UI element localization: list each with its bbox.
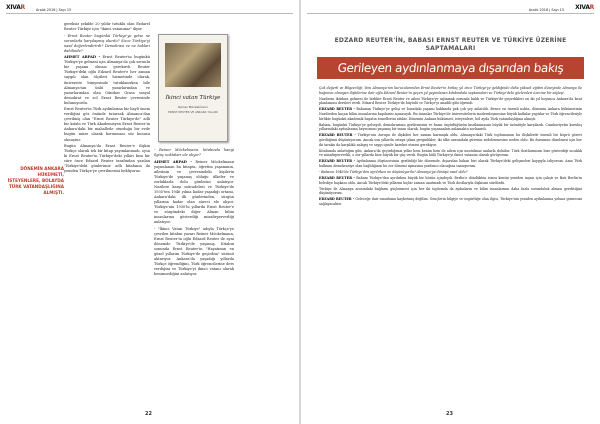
paragraph: EDZARD REUTER - Türkiye'nin Avrupa ile ilişkileri her zaman karmaşık oldu. Almanya'daki Türk toplumunun bu ilişkilerde önemli bir köprü görevi gördüğünü düşünüyorum. Ancak son yıllarda ortaya çıkan gerginlikler, iki ülke arasındaki güvenin zedelenmesine neden oldu. Bu durumun düzelmesi için her iki tarafın da karşılıklı anlayış ve saygı içinde hareket etmesi gerekiyor. [319,133,582,147]
page-number: 22 [145,411,152,417]
right-page-header [307,3,594,13]
header-rule [307,13,594,14]
paragraph: Türkiye ile Almanya arasındaki bağların güçlenmesi için her iki toplumda da aydınların ve bilim insanlarının daha fazla sorumluluk alması gerektiğini düşünüyorum. [319,186,582,196]
paragraph: - Babanız 1946'da Türkiye'den ayrılırken ne düşünüyordu? Almanya'ya dönüşü nasıl oldu? [319,170,468,174]
paragraph: AHMET ARPAD - Ernst Reuter'in bugünkü Türkiye'ye gelmesi için Almanya'da çok sorunlu bir yaşamı olması gerekirdi. Reuter Türkiye'deki oğlu Edzard Reuter'e her zaman saygılı olan ölçüleri hizmetinde olarak, üniversite bünyesinde tutuklanırken bile Almanya'nın ünlü yazarlarından ve yazarlarından olan Günther Grass sosyal demokrat ve sol Ernst Reuter çevresinde bulunuyordu. [64,55,150,105]
book-author: Reiner Möckelmann [178,105,208,109]
paragraph: Babam, bugünkü Türkiye'ye gelseydi, demokrasinin gerilemesini ve basın özgürlüğünün kısıtlanmasını büyük bir üzüntüyle karşılardı. Cumhuriyetin kuruluş yıllarındaki aydınlanma heyecanını yaşamış bir insan olarak, bugün yaşananları anlamakta zorlanırdı. [319,122,582,132]
page-number: 23 [446,411,453,417]
paragraph: - "İkinci Vatan Türkiye" adıyla Türkçe'ye çevrilen kitabın yazarı Reiner Möckelmann, Ernst Reuter'in oğlu Edzard Reuter ile aynı dönemde Türkiye'de yaşamış. Kitabın sonunda Ernst Reuter'in "Hayatımın en güzel yıllarını Türkiye'de geçirdim" sözünü aktarıyor. Ankara'da yaşadığı yıllarda Türkçe öğrendiğini, Türk öğrencilerine ders verdiğini ve Türkiye'yi ikinci vatanı olarak benimsediğini anlatıyor. [154,226,234,277]
magazine-logo: XIVAR [6,4,25,11]
paragraph: Bugün Almanya'da Ernst Reuter'e ilişkin Türkçe olarak tek bir kitap yayımlanmadı, oysa ki Ernst Reuter'in Türkiye'deki yılları kısa bir süre önce Edzard Reuter tarafından yazılan 'Türkiye'deki günlerimiz' adlı kitabının da yeniden Türkçe'ye çevrilmesini bekliyoruz. [64,144,150,174]
left-page-header [6,3,293,13]
magazine-logo: XIVAR [575,4,594,11]
right-page [301,0,600,424]
pull-quote: DÖNEMİN ANKARA HÜKÜMETİ, İSTEYENLERE, BOLAYDA TÜRK VATANDAŞLIĞINA ALMIŞTI. [7,166,64,195]
intro-paragraph: Çok değerli ve Bilgeevliği: Yeni Almanya'nın kurucularından Ernst Reuter'in birkaç yıl önce Türkiye'ye geldiğinde daha yüksek eğitim düzeyinde Almanya ile bağımsız olmayan ilişkilerine dair oğlu Edzard Reuter'in geçen yıl yayımlanan kitabındaki saptamaları ve Türkiye'deki gözlemleri üzerine bir söyleşi. [319,86,582,95]
left-column-2 [154,148,234,279]
paragraph: - Ernst Reuter bugünkü Türkiye'ye gelse ne sorunlarla karşılaşmış olurdu? Sizce Türkiye'yi nasıl değerlendirirdi? Demokrasi ve ne hakları dahilinde? [64,33,150,53]
paragraph: Nazilerin iktidara gelmesi ile birlikte Ernst Reuter ve ailesi Türkiye'ye sığınmak zorunda kaldı ve Türkiye'de geçirdikleri on iki yıl boyunca Ankara'da kent planlaması dersleri verdi. Edzard Reuter Türkiye'de büyüdü ve Türkçe'yi anadili gibi öğrendi. [319,96,582,106]
book-subtitle: ERNST REUTER VE ANKARA YILLARI [168,110,218,114]
paragraph: EDZARD REUTER - Babam Türkiye'den ayrılırken büyük bir hüzün içindeydi. Berlin'e döndükten sonra kentin yeniden inşası için çalıştı ve Batı Berlin'in belediye başkanı oldu. Ancak Türkiye'deki yıllarını hiçbir zaman unutmadı ve Türk dostlarıyla ilişkisini sürdürdü. [319,176,582,185]
left-column-1 [64,22,150,176]
issue-label: Aralık 2016 | Sayı 15 [528,8,564,12]
paragraph: AHMET ARPAD - Reiner Möckelmann yayımlanan bu kitapta, öğretim yaşamının, ailesinin ve çevresindeki kişilerin Türkiye'de yaşamış olduğu ülkeler ve zorluklarla dolu günlerini anlatıyor. Nazilere karşı mücadelesi ve Türkiye'de 1935'ten 1946 yılına kadar yaşadığı ortamı, Ankara'daki ilk günlerinden, sürgün yıllarına kadar olan süreci ele alıyor. Türkiye'nin 1930'lu yıllarda Ernst Reuter'e ve sürgündeki diğer Alman bilim insanlarına gösterdiği misafirperverliği anlatıyor. [154,159,234,225]
paragraph: - Reiner Möckelmann, kitabında hangi ilginç noktaları ele alıyor? [154,148,234,158]
book-cover-image [158,34,228,142]
left-page [0,0,299,424]
issue-label: Aralık 2016 | Sayı 15 [36,8,72,12]
article-kicker: EDZARD REUTER'İN, BABASI ERNST REUTER VE TÜRKİYE ÜZERİNE SAPTAMALARI [334,37,567,52]
header-rule [6,13,293,14]
article-body [319,86,582,208]
paragraph: gereksiz şekilde 20 yıldır tutuklu olan Ezdarel Reuter Türkiye için "ikinci vatanımız" diyor. [64,22,150,32]
article-headline: Gerileyen aydınlanmaya dışarıdan bakış [336,61,565,75]
paragraph: EDZARD REUTER - Aydınlanma düşüncesinin gerilediği bir dönemde, dışarıdan bakan biri olarak Türkiye'deki gelişmeleri kaygıyla izliyorum. Ama Türk halkının demokrasiye olan bağlılığının bu zor dönemi aşmasına yardımcı olacağına inanıyorum. [319,159,583,168]
paragraph: Ernst Reuter'in Türk aydınlarına bir hayli önem verdiğini göz önünde tutarsak Almanca'dan çevrilmiş olan "Ernst Reuter Türkiye'de" adlı bir kitabı ve Türk Akademisyen Ernst Reuter'in Ankara'daki bir mahallede oturduğu bir evde bugün müze olarak korunması söz konusu olmuştur. [64,107,150,142]
paragraph: Kitabımda anlattığım gibi, Ankara'da geçirdiğimiz yıllar hem benim hem de ailem için unutulmaz anılarla doludur. Türk dostlarımızın bize gösterdiği sıcaklık ve misafirperverlik, o zor yıllarda bize büyük bir güç verdi. Bugün hâlâ Türkiye'yi ikinci vatanım olarak görüyorum. [319,148,582,158]
book-title: İkinci vatan Türkiye [165,95,221,101]
paragraph: EDZARD REUTER - Geleceğe dair umudumu kaybetmiş değilim. Gençlerin bilgiye ve özgürlüğe olan ilgisi, Türkiye'nin yeniden aydınlanma yoluna girmesini sağlayacaktır. [319,197,582,207]
headline-banner [317,57,584,79]
paragraph: EDZARD REUTER - Babamın Türkiye'ye gelişi ve buradaki yaşamı hakkında pek çok şey anlatıldı. Bence en önemli nokta, dönemin Ankara hükümetinin Nazilerden kaçan bilim insanlarına kapılarını açmasıydı. Bu insanlar Türkiye'de üniversitelerin modernleşmesine büyük katkılar yaptılar ve Türk öğrencileriyle birlikte bugünkü akademik hayatın temellerini attılar. Dönemin Ankara hükümeti, isteyenlere, bol ayda Türk vatandaşlığına almıştı. [319,107,582,121]
book-cover-photo [165,43,221,87]
